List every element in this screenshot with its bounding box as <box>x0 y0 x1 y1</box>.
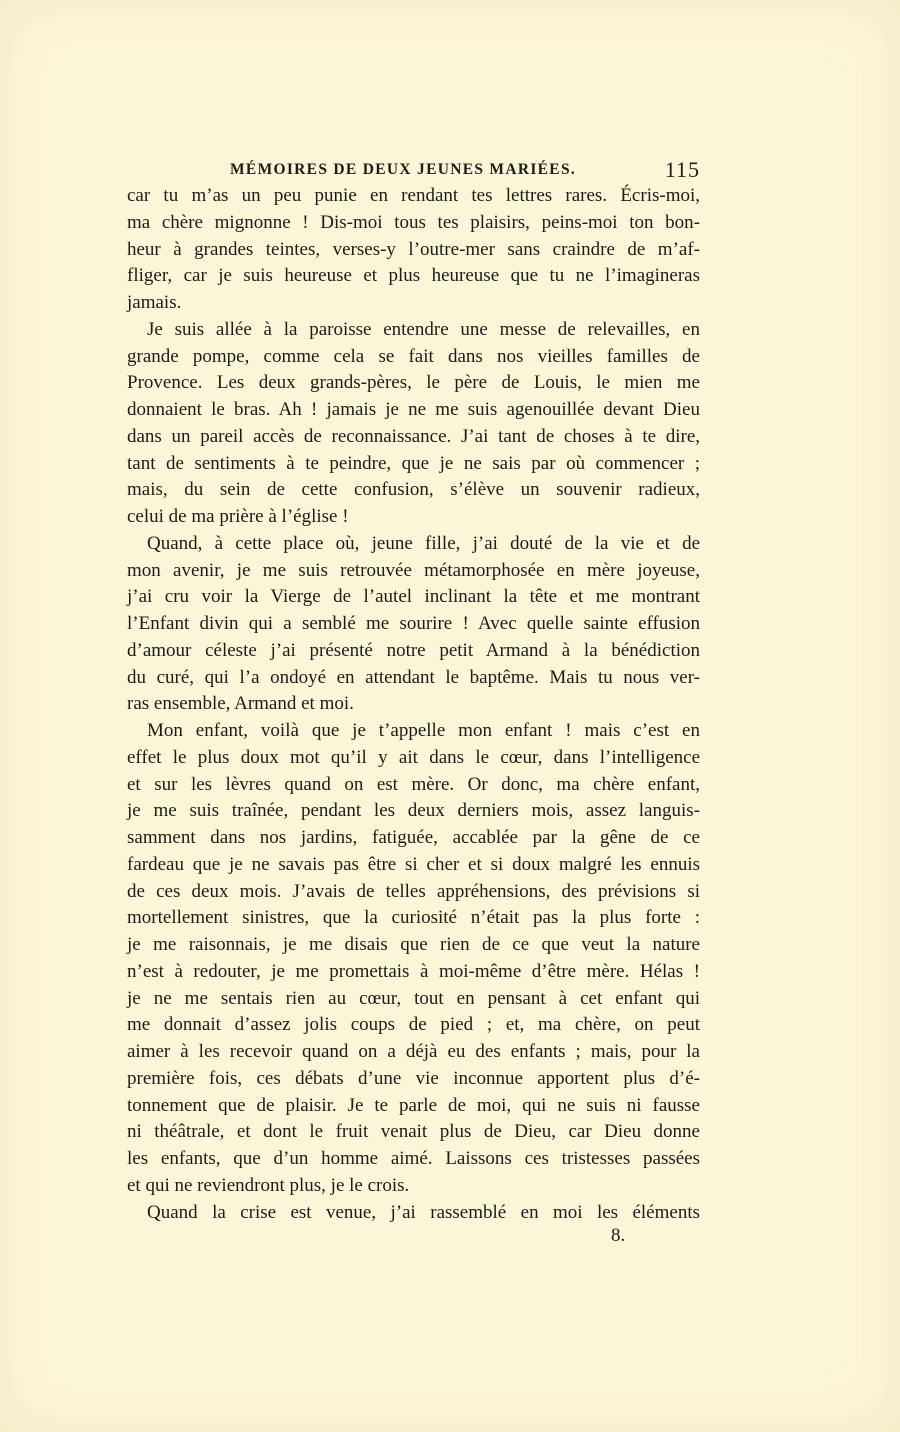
text-line: celui de ma prière à l’église ! <box>127 506 349 527</box>
text-line: Je suis allée à la paroisse entendre une messe de relevailles, en <box>147 318 700 340</box>
running-head-title: MÉMOIRES DE DEUX JEUNES MARIÉES. <box>230 161 577 178</box>
text-line: et sur les lèvres quand on est mère. Or donc, ma chère enfant, <box>127 773 700 795</box>
text-line: d’amour céleste j’ai présenté notre petit Armand à la bénédiction <box>127 639 700 661</box>
page-number: 115 <box>664 157 700 182</box>
text-line: je me suis traînée, pendant les deux derniers mois, assez languis- <box>127 800 700 822</box>
text-line: ras ensemble, Armand et moi. <box>127 693 354 715</box>
text-line: mon avenir, je me suis retrouvée métamorphosée en mère joyeuse, <box>127 559 700 581</box>
text-line: aimer à les recevoir quand on a déjà eu des enfants ; mais, pour la <box>127 1041 700 1062</box>
paragraph <box>127 317 700 531</box>
text-line: fardeau que je ne savais pas être si cher et si doux malgré les ennuis <box>127 853 700 875</box>
text-line: Provence. Les deux grands-pères, le père de Louis, le mien me <box>127 372 700 394</box>
text-line: l’Enfant divin qui a semblé me sourire ! Avec quelle sainte effusion <box>127 613 700 634</box>
text-line: Quand, à cette place où, jeune fille, j’ai douté de la vie et de <box>147 532 700 554</box>
text-line: grande pompe, comme cela se fait dans nos vieilles familles de <box>127 345 700 367</box>
text-line: de ces deux mois. J’avais de telles appréhensions, des prévisions si <box>127 880 700 902</box>
text-line: mais, du sein de cette confusion, s’élève un souvenir radieux, <box>127 479 700 501</box>
text-line: ni théâtrale, et dont le fruit venait plus de Dieu, car Dieu donne <box>127 1121 700 1143</box>
text-line: dans un pareil accès de reconnaissance. J’ai tant de choses à te dire, <box>127 425 700 447</box>
text-line: n’est à redouter, je me promettais à moi-même d’être mère. Hélas ! <box>127 960 700 982</box>
text-line: donnaient le bras. Ah ! jamais je ne me suis agenouillée devant Dieu <box>127 399 700 420</box>
text-line: j’ai cru voir la Vierge de l’autel inclinant la tête et me montrant <box>127 586 700 608</box>
text-line: Quand la crise est venue, j’ai rassemblé en moi les éléments <box>147 1201 700 1223</box>
running-head <box>127 157 700 183</box>
text-line: mortellement sinistres, que la curiosité n’était pas la plus forte : <box>127 907 700 929</box>
text-line: me donnait d’assez jolis coups de pied ; et, ma chère, on peut <box>127 1014 700 1036</box>
text-line: je me raisonnais, je me disais que rien de ce que veut la nature <box>127 934 700 955</box>
text-line: les enfants, que d’un homme aimé. Laissons ces tristesses passées <box>127 1148 700 1169</box>
text-line: jamais. <box>127 292 182 313</box>
text-line: tant de sentiments à te peindre, que je ne sais par où commencer ; <box>127 452 700 474</box>
paragraph <box>127 718 700 1200</box>
text-line: je ne me sentais rien au cœur, tout en pensant à cet enfant qui <box>127 987 700 1009</box>
text-line: effet le plus doux mot qu’il y ait dans le cœur, dans l’intelligence <box>127 746 700 768</box>
text-line: fliger, car je suis heureuse et plus heureuse que tu ne l’imagineras <box>127 265 700 287</box>
signature-mark: 8. <box>611 1225 626 1246</box>
text-body <box>127 183 700 1226</box>
text-line: tonnement que de plaisir. Je te parle de moi, qui ne suis ni fausse <box>127 1094 700 1116</box>
text-line: ma chère mignonne ! Dis-moi tous tes plaisirs, peins-moi ton bon- <box>127 211 700 233</box>
paragraph <box>127 531 700 718</box>
paragraph <box>127 1200 700 1227</box>
text-line: car tu m’as un peu punie en rendant tes lettres rares. Écris-moi, <box>127 185 700 206</box>
text-line: première fois, ces débats d’une vie inconnue apportent plus d’é- <box>127 1067 700 1089</box>
text-line: et qui ne reviendront plus, je le crois. <box>127 1174 410 1196</box>
text-line: heur à grandes teintes, verses-y l’outre-mer sans craindre de m’af- <box>127 238 700 260</box>
text-line: samment dans nos jardins, fatiguée, accablée par la gêne de ce <box>127 827 700 848</box>
text-line: du curé, qui l’a ondoyé en attendant le baptême. Mais tu nous ver- <box>127 666 700 688</box>
text-line: Mon enfant, voilà que je t’appelle mon enfant ! mais c’est en <box>147 720 700 741</box>
paragraph <box>127 183 700 317</box>
